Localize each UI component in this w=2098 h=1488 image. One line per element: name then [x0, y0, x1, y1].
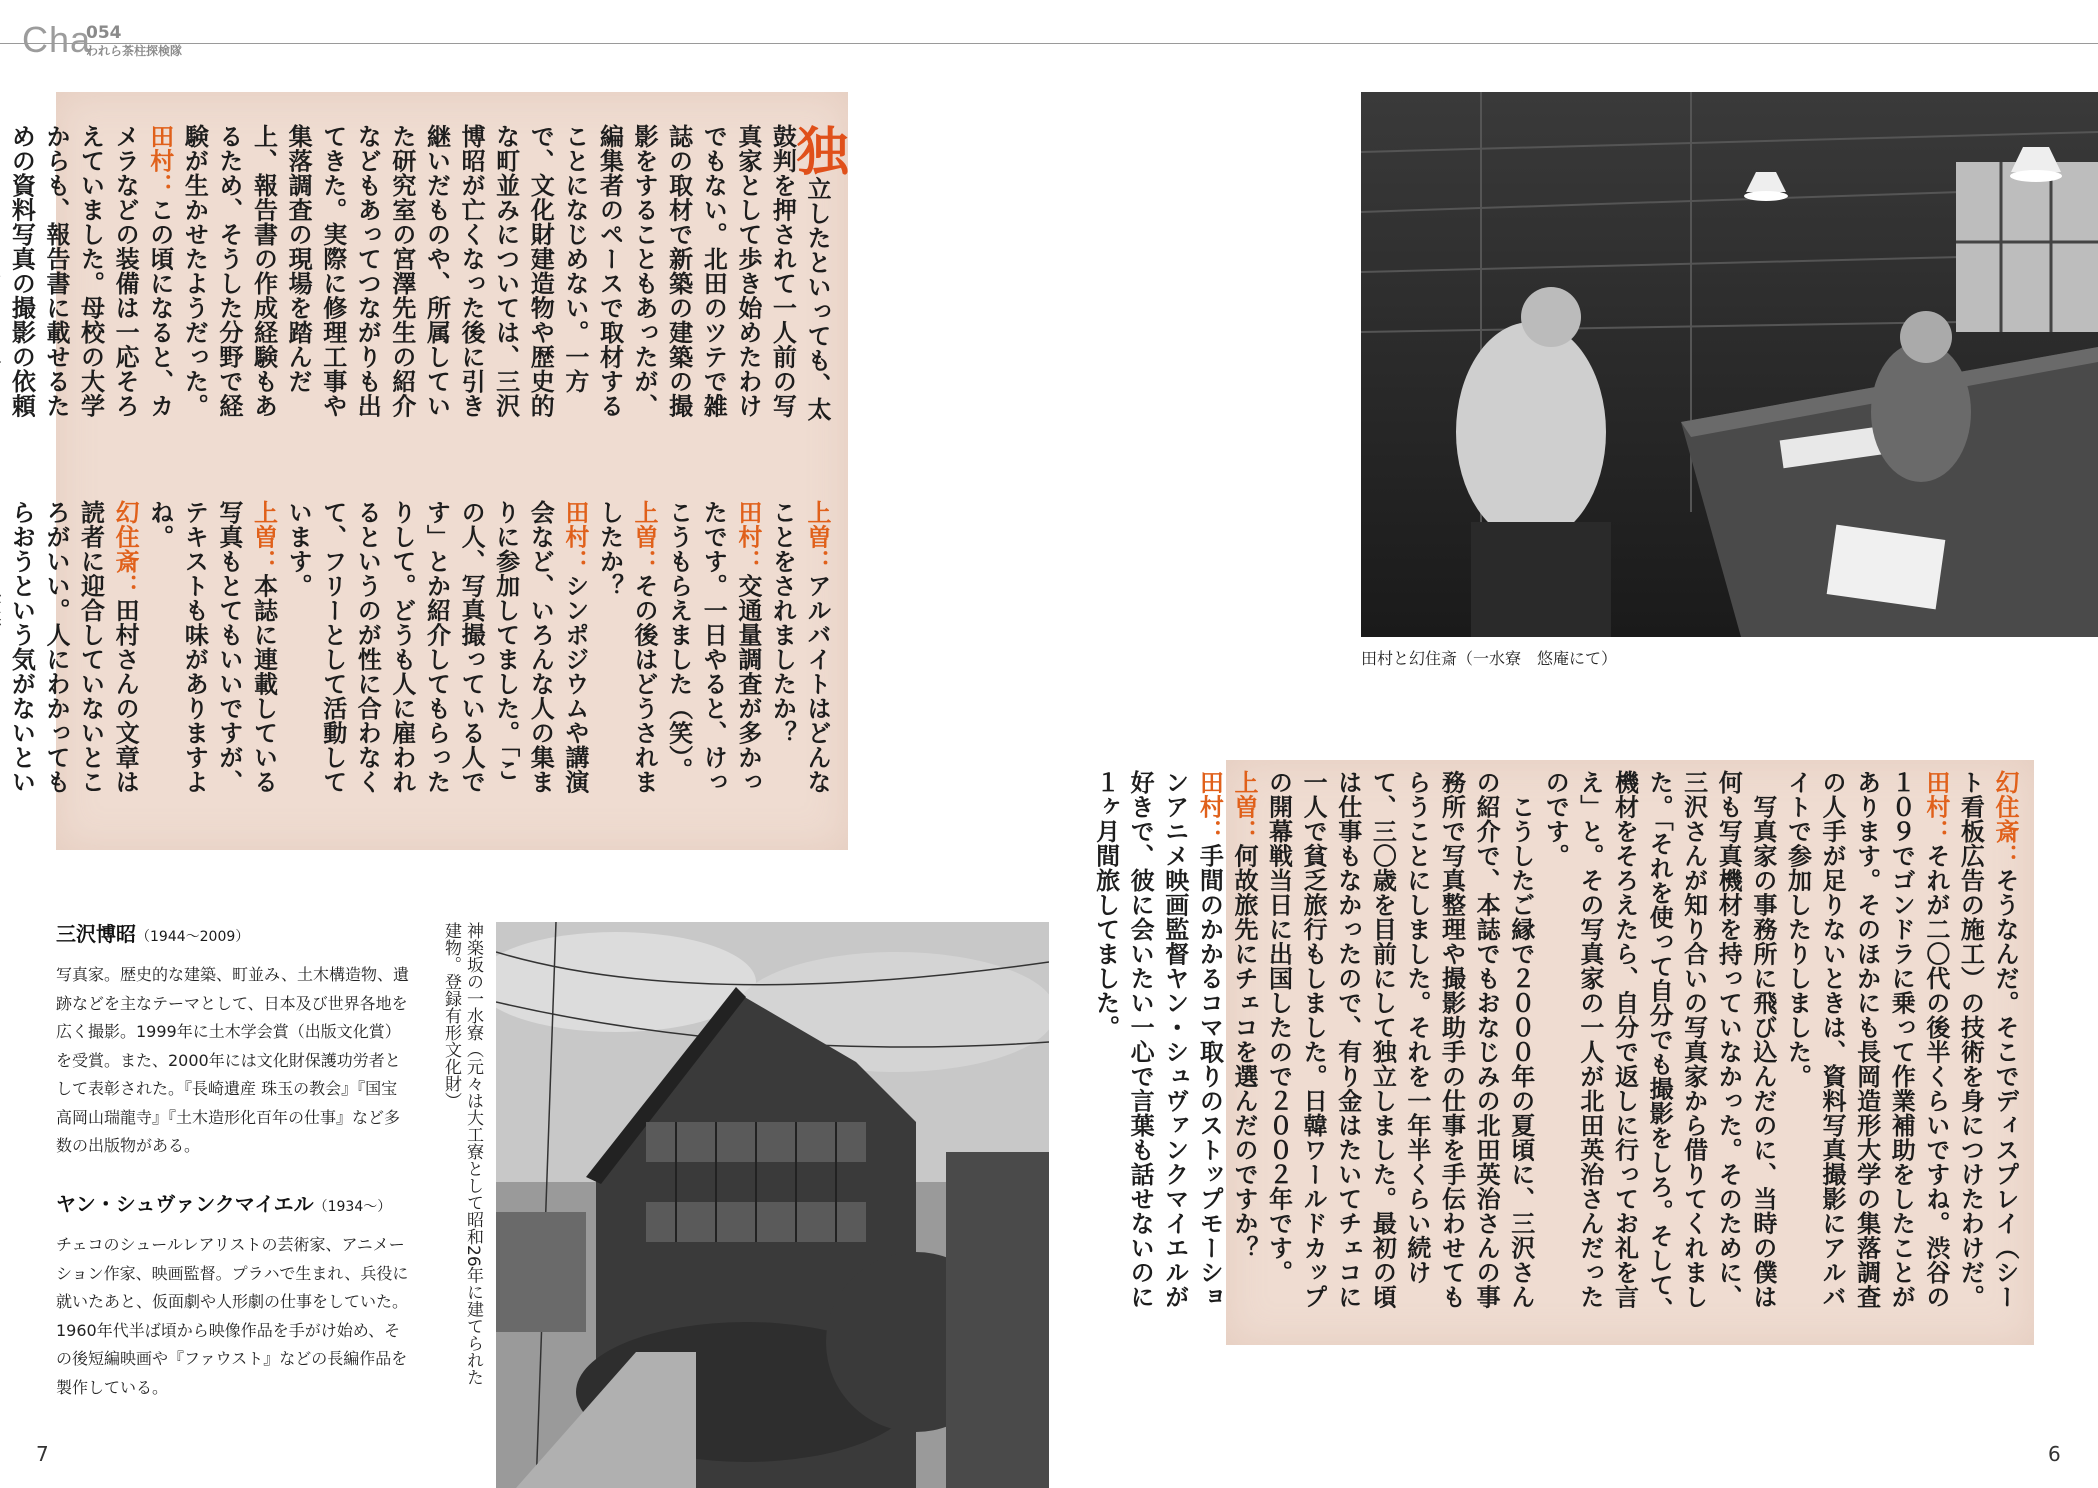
interior-photo [1361, 92, 2098, 637]
photo-caption: 神楽坂の一水寮（元々は大工寮として昭和26年に建てられた建物。登録有形文化財） [441, 922, 483, 1386]
paragraph: 田村：それが二〇代の後半くらいですね。渋谷の１０９でゴンドラに乗って作業補助をしたことがあります。そのほかにも長岡造形大学の集落調査の人手が足りないときは、資料写真撮影にアルバイトで参加したりしました。 [1783, 770, 1950, 1309]
building-photo-illustration [496, 922, 1049, 1488]
photo-caption: 田村と幻住斎（一水寮 悠庵にて） [1361, 649, 1618, 668]
speaker-label: 田村： [733, 500, 762, 574]
speaker-label: 上曽： [249, 500, 278, 574]
series-title: われら茶柱探検隊 [86, 44, 183, 58]
bio-svankmajer [56, 1188, 411, 1402]
paragraph: 写真家の事務所に飛び込んだのに、当時の僕は何も写真機材を持っていなかった。そのために、三沢さんが知り合いの写真家から借りてくれました。「それを使って自分でも撮影をしろ。そして、機材をそろえたら、自分で返しに行ってお礼を言え」と。その写真家の一人が北田英治さんだったのです。 [1541, 770, 1777, 1322]
bio-dates: （1944～2009） [136, 929, 250, 945]
speaker-label: 田村： [560, 500, 589, 574]
interior-photo-illustration [1361, 92, 2098, 637]
speaker-label: 田村： [1921, 770, 1950, 844]
bio-misawa [56, 918, 414, 1161]
speaker-label: 田村： [1195, 770, 1224, 844]
issue-number: 054 [86, 23, 122, 43]
speaker-label: 上曽： [1229, 770, 1258, 844]
page-number-left: 7 [36, 1442, 49, 1466]
speaker-label: 上曽： [630, 500, 659, 574]
paragraph: 幻住斎：そうなんだ。そこでディスプレイ（シート看板広告の施工）の技術を身につけたわけだ。 [1956, 770, 2019, 1309]
paragraph: 田村：交通量調査が多かったです。一日やると、けっこうもらえました（笑）。 [664, 500, 762, 794]
paragraph: 上曽：その後はどうされましたか？ [595, 500, 659, 794]
bio-name: 三沢博昭 [56, 922, 136, 946]
bio-dates: （1934～） [313, 1199, 392, 1215]
building-photo [496, 922, 1049, 1488]
article-text-bottom [0, 500, 834, 800]
drop-cap: 独 [787, 124, 847, 177]
paragraph: 田村：シンポジウムや講演会など、いろんな人の集まりに参加してました。「この人、写真撮っている人です」とか紹介してもらったりして。どうも人に雇われるというのが性に合わなくて、フリーとして活動しています。 [284, 500, 589, 794]
speaker-label: 幻住斎： [111, 500, 140, 598]
header-rule [0, 43, 2098, 44]
magazine-brand: Cha [22, 19, 92, 60]
article-text-top [0, 124, 847, 440]
paragraph: 上曽：何故旅先にチェコを選んだのですか？ [1229, 770, 1258, 1260]
paragraph: 田村：この頃になると、カメラなどの装備は一応そろえていました。母校の大学からも、報告書に載せるための資料写真の撮影の依頼 [7, 124, 174, 418]
speaker-label: 幻住斎： [1991, 770, 2019, 868]
article-panel-right [1091, 760, 2034, 1345]
speaker-label: 上曽： [803, 500, 831, 574]
paragraph: 幻住斎：田村さんの文章は読者に迎合していないところがいい。人にわかってもらおうという気がないとい [7, 500, 140, 794]
bio-heading [56, 1188, 411, 1217]
page-number-right: 6 [2048, 1442, 2061, 1466]
paragraph: 上曽：本誌に連載している写真もとてもいいですが、テキストも味がありますよね。 [145, 500, 278, 794]
speaker-label: 田村： [145, 124, 174, 198]
article-panel-left [7, 92, 848, 850]
bio-heading [56, 918, 411, 947]
paragraph: 田村：手間のかかるコマ取りのストップモーションアニメ映画監督ヤン・シュヴァンクマイエルが好きで、彼に会いたい一心で言葉も話せないのに１ヶ月間旅してました。 [1091, 770, 1224, 1309]
paragraph: こうしたご縁で２０００年の夏頃に、三沢さんの紹介で、本誌でもおなじみの北田英治さんの事務所で写真整理や撮影助手の仕事を手伝わせてもらうことにしました。それを一年半くらい続けて、三〇歳を目前にして独立しました。最初の頃は仕事もなかったので、有り金はたいてチェコに一人で貧乏旅行もしました。日韓ワールドカップの開幕戦当日に出国したので２００２年です。 [1264, 770, 1535, 1309]
paragraph: 上曽：アルバイトはどんなことをされましたか？ [768, 500, 831, 794]
bio-name: ヤン・シュヴァンクマイエル [56, 1192, 314, 1216]
bio-text: 写真家。歴史的な建築、町並み、土木構造物、遺跡などを主なテーマとして、日本及び世界各地を広く撮影。1999年に土木学会賞（出版文化賞）を受賞。また、2000年には文化財保護功労者として表彰された。『長崎遺産 珠玉の教会』『国宝 高岡山瑞龍寺』『土木造形化百年の仕事』など多数の出版物がある。 [56, 965, 414, 1155]
bio-text: チェコのシュールレアリストの芸術家、アニメーション作家、映画監督。プラハで生まれ、兵役に就いたあと、仮面劇や人形劇の仕事をしていた。1960年代半ば頃から映像作品を手がけ始め、その後短編映画や『ファウスト』などの長編作品を製作している。 [56, 1235, 409, 1397]
paragraph: 独立したといっても、太鼓判を押されて一人前の写真家として歩き始めたわけでもない。北田のツテで雑誌の取材で新築の建築の撮影をすることもあったが、編集者のペースで取材することになじめない。一方で、文化財建造物や歴史的な町並みについては、三沢博昭が亡くなった後に引き継いだものや、所属していた研究室の宮澤先生の紹介などもあってつながりも出てきた。実際に修理工事や集落調査の現場を踏んだ上、報告書の作成経験もあるため、そうした分野で経験が生かせたようだった。 [180, 124, 847, 422]
article-text-right [1088, 770, 2022, 1330]
